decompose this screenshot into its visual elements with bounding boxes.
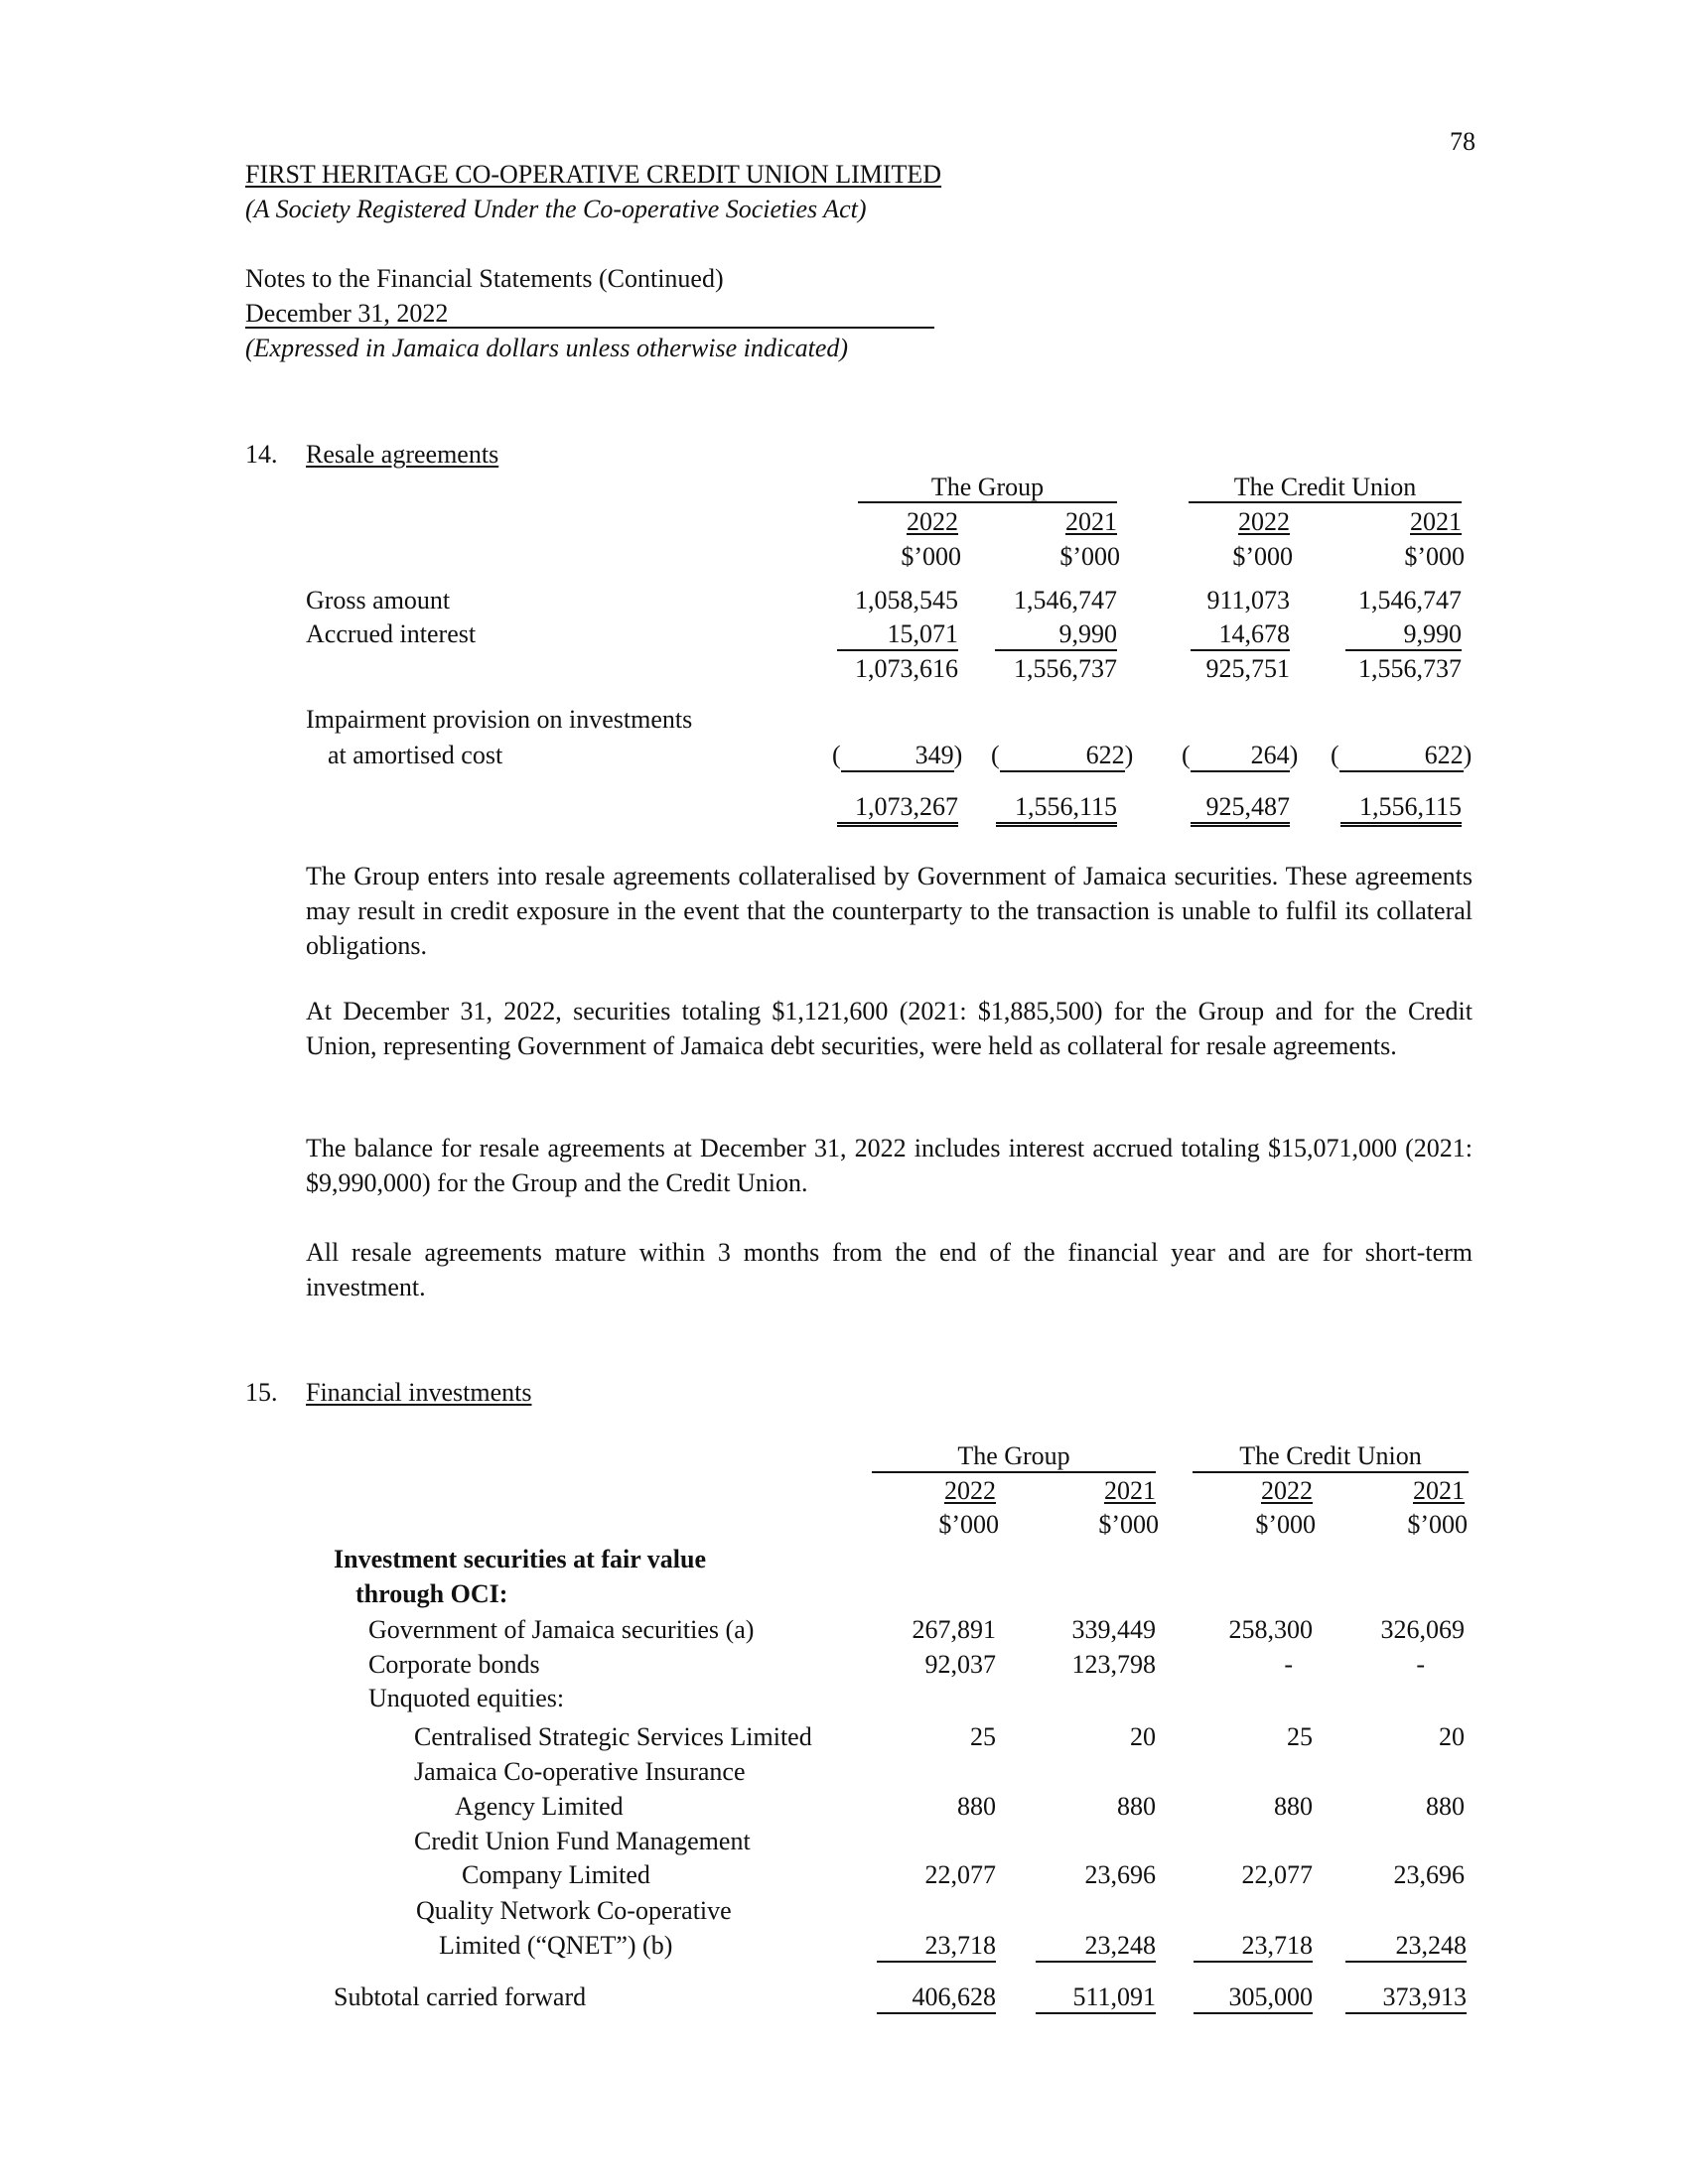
- cell-value: 23,718: [877, 1931, 996, 1963]
- unit-header: $’000: [1232, 542, 1293, 571]
- cell-value: 20: [1130, 1722, 1156, 1751]
- cell-value: 373,913: [1345, 1982, 1467, 2014]
- paragraph: The balance for resale agreements at December 31, 2022 includes interest accrued totaling $15,071,000 (2021: $9,990,000) for the Group and the Credit Union.: [306, 1134, 1473, 1197]
- cell-value: -: [1284, 1650, 1293, 1679]
- cell-value: 9,990: [995, 619, 1117, 651]
- credit-union-header: The Credit Union: [1233, 473, 1417, 501]
- row-label: Company Limited: [462, 1860, 650, 1889]
- cell-value: 23,718: [1194, 1931, 1313, 1963]
- cell-value: 25: [970, 1722, 996, 1751]
- row-label: Accrued interest: [306, 619, 477, 648]
- cell-value: 1,556,737: [1014, 654, 1117, 683]
- row-label: Jamaica Co-operative Insurance: [414, 1757, 746, 1786]
- cell-value: 22,077: [1241, 1860, 1313, 1889]
- company-subtitle: (A Society Registered Under the Co-operative Societies Act): [245, 195, 867, 223]
- note-title: Resale agreements: [306, 440, 499, 469]
- cell-value: 1,073,267: [837, 792, 958, 827]
- cell-value: 880: [1117, 1792, 1156, 1821]
- cell-value: 911,073: [1206, 586, 1290, 614]
- cell-value: 880: [1426, 1792, 1465, 1821]
- cell-value: 1,556,737: [1358, 654, 1462, 683]
- paragraph: The Group enters into resale agreements collateralised by Government of Jamaica securities. These agreements may result in credit exposure in the event that the counterparty to the transaction is unable to fulfil its collateral obligations.: [306, 862, 1473, 960]
- notes-title: Notes to the Financial Statements (Continued): [245, 264, 724, 293]
- cell-value: 511,091: [1036, 1982, 1156, 2014]
- year-header: 2022: [1238, 507, 1290, 536]
- cell-value: 406,628: [877, 1982, 996, 2014]
- cell-value: 258,300: [1228, 1615, 1313, 1644]
- year-header: 2021: [1410, 507, 1462, 536]
- credit-union-header-rule: [1189, 501, 1462, 503]
- company-name: FIRST HERITAGE CO-OPERATIVE CREDIT UNION LIMITED: [245, 160, 942, 189]
- cell-value: 15,071: [837, 619, 958, 651]
- unit-header: $’000: [1407, 1510, 1468, 1539]
- section-heading: through OCI:: [355, 1579, 508, 1608]
- row-label: at amortised cost: [328, 741, 503, 769]
- note-number: 14.: [245, 440, 278, 469]
- row-label: Centralised Strategic Services Limited: [414, 1722, 812, 1751]
- row-label: Corporate bonds: [368, 1650, 540, 1679]
- note-number: 15.: [245, 1378, 278, 1407]
- cell-value: 622: [1339, 741, 1464, 772]
- currency-note: (Expressed in Jamaica dollars unless otherwise indicated): [245, 334, 849, 362]
- group-header: The Group: [930, 473, 1045, 501]
- note-title: Financial investments: [306, 1378, 532, 1407]
- section-heading: Investment securities at fair value: [334, 1545, 707, 1573]
- negative-value: ( 622 ): [1331, 741, 1472, 772]
- cell-value: 9,990: [1345, 619, 1462, 651]
- unit-header: $’000: [901, 542, 961, 571]
- cell-value: 1,556,115: [996, 792, 1117, 827]
- negative-value: ( 622 ): [991, 741, 1133, 772]
- cell-value: 880: [1274, 1792, 1313, 1821]
- cell-value: 925,487: [1191, 792, 1290, 827]
- year-header: 2022: [1261, 1476, 1313, 1505]
- unit-header: $’000: [938, 1510, 999, 1539]
- cell-value: 925,751: [1205, 654, 1290, 683]
- statement-date: December 31, 2022: [245, 299, 449, 328]
- group-header-rule: [858, 501, 1117, 503]
- group-header-rule: [872, 1471, 1156, 1473]
- row-label: Impairment provision on investments: [306, 705, 693, 734]
- year-header: 2022: [944, 1476, 996, 1505]
- cell-value: -: [1416, 1650, 1425, 1679]
- row-label: Subtotal carried forward: [334, 1982, 587, 2011]
- cell-value: 1,546,747: [1014, 586, 1117, 614]
- cell-value: 14,678: [1191, 619, 1290, 651]
- cell-value: 880: [957, 1792, 996, 1821]
- credit-union-header: The Credit Union: [1239, 1441, 1422, 1470]
- cell-value: 23,696: [1393, 1860, 1465, 1889]
- cell-value: 305,000: [1194, 1982, 1313, 2014]
- unit-header: $’000: [1255, 1510, 1316, 1539]
- cell-value: 1,556,115: [1340, 792, 1462, 827]
- cell-value: 1,058,545: [855, 586, 958, 614]
- year-header: 2021: [1104, 1476, 1156, 1505]
- cell-value: 92,037: [924, 1650, 996, 1679]
- unit-header: $’000: [1059, 542, 1120, 571]
- negative-value: ( 349 ): [832, 741, 962, 772]
- page-number: 78: [1450, 127, 1476, 156]
- paragraph: All resale agreements mature within 3 months from the end of the financial year and are for short-term investment.: [306, 1238, 1473, 1301]
- year-header: 2021: [1413, 1476, 1465, 1505]
- year-header: 2022: [907, 507, 958, 536]
- cell-value: 264: [1191, 741, 1290, 772]
- row-label: Limited (“QNET”) (b): [439, 1931, 673, 1960]
- date-rule: [245, 327, 934, 329]
- cell-value: 1,546,747: [1358, 586, 1462, 614]
- negative-value: ( 264 ): [1182, 741, 1298, 772]
- cell-value: 25: [1287, 1722, 1313, 1751]
- cell-value: 23,248: [1036, 1931, 1156, 1963]
- cell-value: 23,248: [1345, 1931, 1467, 1963]
- row-label: Gross amount: [306, 586, 451, 614]
- unit-header: $’000: [1098, 1510, 1159, 1539]
- cell-value: 123,798: [1071, 1650, 1156, 1679]
- group-header: The Group: [957, 1441, 1070, 1470]
- cell-value: 339,449: [1071, 1615, 1156, 1644]
- row-label: Government of Jamaica securities (a): [368, 1615, 755, 1644]
- cell-value: 20: [1439, 1722, 1465, 1751]
- credit-union-header-rule: [1193, 1471, 1469, 1473]
- cell-value: 267,891: [912, 1615, 996, 1644]
- cell-value: 349: [841, 741, 954, 772]
- row-label: Quality Network Co-operative: [416, 1896, 732, 1925]
- paragraph: At December 31, 2022, securities totaling $1,121,600 (2021: $1,885,500) for the Group and for the Credit Union, representing Government of Jamaica debt securities, were held as collateral for resale agreements.: [306, 997, 1473, 1060]
- cell-value: 23,696: [1084, 1860, 1156, 1889]
- cell-value: 1,073,616: [855, 654, 958, 683]
- unit-header: $’000: [1404, 542, 1465, 571]
- year-header: 2021: [1065, 507, 1117, 536]
- row-label: Credit Union Fund Management: [414, 1827, 751, 1855]
- row-label: Agency Limited: [455, 1792, 624, 1821]
- cell-value: 326,069: [1380, 1615, 1465, 1644]
- cell-value: 622: [1000, 741, 1125, 772]
- subsection-label: Unquoted equities:: [368, 1684, 565, 1712]
- cell-value: 22,077: [924, 1860, 996, 1889]
